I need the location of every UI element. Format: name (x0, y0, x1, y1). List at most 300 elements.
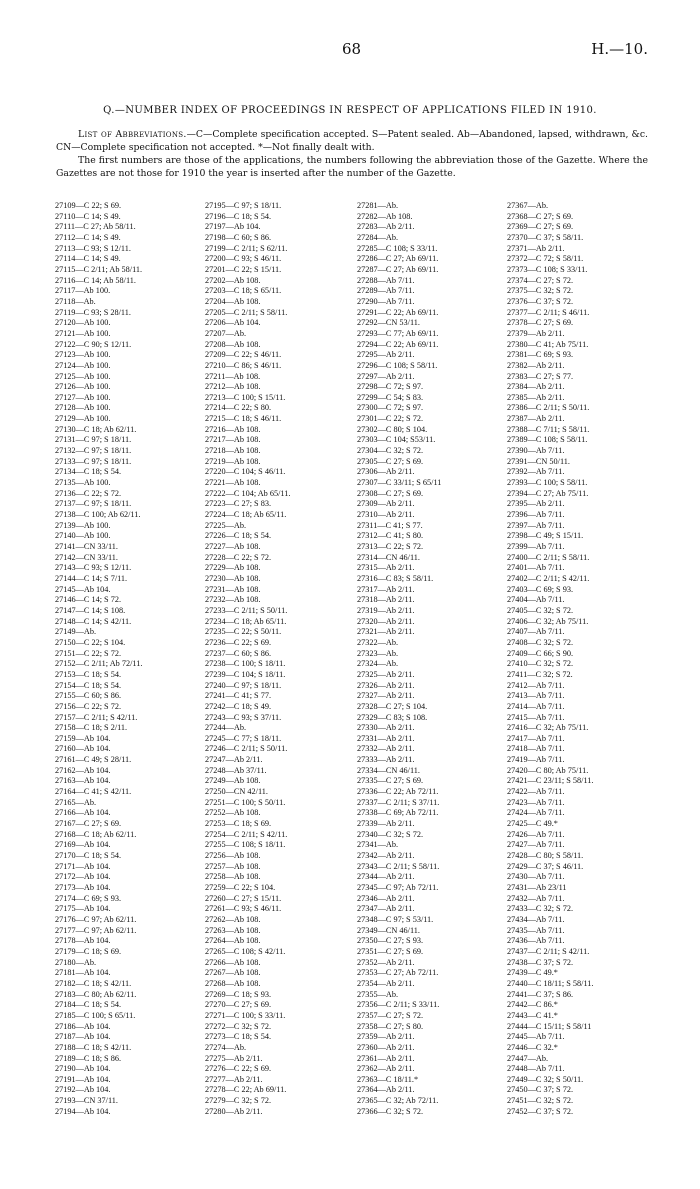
index-entry: 27225—Ab. (205, 520, 247, 530)
index-entry: 27216—Ab 108. (205, 424, 261, 434)
index-entry: 27245—C 77; S 18/11. (205, 733, 282, 743)
index-entry: 27231—Ab 108. (205, 584, 261, 594)
index-entry: 27242—C 18; S 49. (205, 701, 272, 711)
index-entry: 27144—C 14; S 7/11. (55, 573, 128, 583)
index-entry: 27200—C 93; S 46/11. (205, 254, 282, 264)
index-entry: 27187—Ab 104. (55, 1032, 111, 1042)
index-entry: 27235—C 22; S 50/11. (205, 627, 282, 637)
index-entry: 27345—C 97; Ab 72/11. (357, 883, 439, 892)
index-entry: 27209—C 22; S 46/11. (205, 350, 282, 360)
index-entry: 27326—Ab 2/11. (357, 680, 415, 690)
index-entry: 27449—C 32; S 50/11. (507, 1074, 584, 1084)
index-entry: 27196—C 18; S 54. (205, 211, 272, 221)
index-entry: 27158—C 18; S 2/11. (55, 723, 128, 733)
index-entry: 27331—Ab 2/11. (357, 733, 415, 743)
index-entry: 27358—C 27; S 80. (357, 1021, 424, 1031)
index-entry: 27381—C 69; S 93. (507, 350, 574, 360)
index-entry: 27354—Ab 2/11. (357, 978, 415, 988)
index-entry: 27139—Ab 100. (55, 520, 111, 530)
index-entry: 27428—C 80; S 58/11. (507, 851, 584, 861)
index-entry: 27159—Ab 104. (55, 733, 111, 743)
index-entry: 27203—C 18; S 65/11. (205, 286, 282, 296)
index-entry: 27307—C 33/11; S 65/11 (357, 478, 442, 488)
index-entry: 27427—Ab 7/11. (507, 840, 565, 850)
index-entry: 27371—Ab 2/11. (507, 243, 565, 253)
index-entry: 27364—Ab 2/11. (357, 1085, 415, 1095)
index-entry: 27206—Ab 104. (205, 318, 261, 328)
index-entry: 27240—C 97; S 18/11. (205, 680, 282, 690)
index-entry: 27379—Ab 2/11. (507, 328, 565, 338)
index-entry: 27415—Ab 7/11. (507, 712, 565, 722)
index-entry: 27271—C 100; S 33/11. (205, 1010, 286, 1020)
index-entry: 27337—C 2/11; S 37/11. (357, 797, 440, 807)
index-entry: 27120—Ab 100. (55, 318, 111, 328)
index-entry: 27119—C 93; S 28/11. (55, 307, 131, 317)
index-entry: 27113—C 93; S 12/11. (55, 243, 131, 253)
index-entry: 27366—C 32; S 72. (357, 1106, 424, 1116)
index-entry: 27412—Ab 7/11. (507, 680, 565, 690)
index-entry: 27249—Ab 108. (205, 776, 261, 786)
index-entry: 27186—Ab 104. (55, 1021, 111, 1031)
index-entry: 27377—C 2/11; S 46/11. (507, 307, 590, 317)
index-entry: 27282—Ab 108. (357, 211, 413, 221)
index-entry: 27344—Ab 2/11. (357, 872, 415, 882)
index-entry: 27191—Ab 104. (55, 1074, 111, 1084)
index-entry: 27306—Ab 2/11. (357, 467, 415, 477)
index-entry: 27241—C 41; S 77. (205, 691, 272, 701)
index-entry: 27431—Ab 23/11 (507, 883, 567, 892)
index-entry: 27399—Ab 7/11. (507, 542, 565, 551)
index-entry: 27351—C 27; S 69. (357, 946, 424, 956)
index-entry: 27436—Ab 7/11. (507, 936, 565, 946)
index-column-3 (357, 201, 509, 1117)
index-entry: 27426—Ab 7/11. (507, 829, 565, 839)
index-entry: 27133—C 97; S 18/11. (55, 456, 132, 466)
index-entry: 27224—C 18; Ab 65/11. (205, 510, 287, 520)
index-entry: 27281—Ab. (357, 201, 399, 210)
index-entry: 27142—CN 33/11. (55, 552, 118, 562)
index-entry: 27141—CN 33/11. (55, 542, 118, 551)
index-entry: 27312—C 41; S 80. (357, 531, 424, 541)
index-entry: 27360—Ab 2/11. (357, 1042, 415, 1052)
index-entry: 27298—C 72; S 97. (357, 382, 424, 392)
index-entry: 27130—C 18; Ab 62/11. (55, 424, 137, 434)
index-entry: 27376—C 37; S 72. (507, 296, 574, 306)
index-entry: 27310—Ab 2/11. (357, 510, 415, 520)
index-entry: 27168—C 18; Ab 62/11. (55, 829, 137, 839)
index-entry: 27110—C 14; S 49. (55, 211, 121, 221)
abbreviations-note: The first numbers are those of the applications, the numbers following the abbreviation those of the Gazette. Where the Gazettes are not those for 1910 the year is inserted after the number of the Gazette. (56, 155, 648, 179)
index-entry: 27184—C 18; S 54. (55, 1000, 122, 1010)
index-entry: 27207—Ab. (205, 328, 247, 338)
index-entry: 27279—C 32; S 72. (205, 1096, 272, 1106)
index-entry: 27445—Ab 7/11. (507, 1032, 565, 1042)
index-entry: 27123—Ab 100. (55, 350, 111, 360)
index-entry: 27219—Ab 108. (205, 456, 261, 466)
index-entry: 27378—C 27; S 69. (507, 318, 574, 328)
index-entry: 27232—Ab 108. (205, 595, 261, 605)
index-entry: 27299—C 54; S 83. (357, 392, 424, 402)
index-entry: 27199—C 2/11; S 62/11. (205, 243, 288, 253)
index-entry: 27228—C 22; S 72. (205, 552, 272, 562)
index-entry: 27338—C 69; Ab 72/11. (357, 808, 439, 818)
index-entry: 27300—C 72; S 97. (357, 403, 424, 413)
index-entry: 27383—C 27; S 77. (507, 371, 574, 381)
index-entry: 27229—Ab 108. (205, 563, 261, 573)
index-entry: 27357—C 27; S 72. (357, 1010, 424, 1020)
index-entry: 27248—Ab 37/11. (205, 765, 267, 775)
index-entry: 27221—Ab 108. (205, 478, 261, 488)
index-entry: 27391—CN 50/11. (507, 456, 570, 466)
index-entry: 27397—Ab 7/11. (507, 520, 565, 530)
index-entry: 27295—Ab 2/11. (357, 350, 415, 360)
index-entry: 27422—Ab 7/11. (507, 787, 565, 797)
index-entry: 27251—C 100; S 50/11. (205, 797, 286, 807)
index-entry: 27373—C 108; S 33/11. (507, 264, 588, 274)
index-entry: 27409—C 66; S 90. (507, 648, 574, 658)
index-entry: 27146—C 14; S 72. (55, 595, 122, 605)
index-entry: 27333—Ab 2/11. (357, 755, 415, 765)
index-entry: 27392—Ab 7/11. (507, 467, 565, 477)
index-entry: 27440—C 18/11; S 58/11. (507, 978, 594, 988)
index-entry: 27327—Ab 2/11. (357, 691, 415, 701)
index-entry: 27408—C 32; S 72. (507, 637, 574, 647)
index-entry: 27444—C 15/11; S 58/11 (507, 1021, 592, 1031)
index-entry: 27374—C 27; S 72. (507, 275, 574, 285)
index-entry: 27343—C 2/11; S 58/11. (357, 861, 440, 871)
index-entry: 27210—C 86; S 46/11. (205, 360, 282, 370)
index-entry: 27385—Ab 2/11. (507, 392, 565, 402)
index-entry: 27294—C 22; Ab 69/11. (357, 339, 439, 349)
index-entry: 27218—Ab 108. (205, 446, 261, 456)
index-entry: 27349—CN 46/11. (357, 925, 420, 935)
index-entry: 27293—C 77; Ab 69/11. (357, 328, 439, 338)
index-entry: 27350—C 27; S 93. (357, 936, 424, 946)
index-entry: 27134—C 18; S 54. (55, 467, 122, 477)
index-entry: 27185—C 100; S 65/11. (55, 1010, 136, 1020)
index-entry: 27236—C 22; S 69. (205, 637, 272, 647)
abbreviations-block (56, 128, 648, 180)
index-entry: 27404—Ab 7/11. (507, 595, 565, 605)
index-entry: 27452—C 37; S 72. (507, 1106, 574, 1116)
index-entry: 27322—Ab. (357, 637, 399, 647)
index-entry: 27289—Ab 7/11. (357, 286, 415, 296)
index-entry: 27208—Ab 108. (205, 339, 261, 349)
index-entry: 27261—C 93; S 46/11. (205, 904, 282, 914)
index-entry: 27438—C 37; S 72. (507, 957, 574, 967)
index-entry: 27447—Ab. (507, 1053, 549, 1063)
index-entry: 27317—Ab 2/11. (357, 584, 415, 594)
index-entry: 27359—Ab 2/11. (357, 1032, 415, 1042)
index-entry: 27157—C 2/11; S 42/11. (55, 712, 138, 722)
index-entry: 27325—Ab 2/11. (357, 669, 415, 679)
index-entry: 27213—C 100; S 15/11. (205, 392, 286, 402)
index-entry: 27211—Ab 108. (205, 371, 261, 381)
index-entry: 27223—C 27; S 83. (205, 499, 272, 509)
index-entry: 27143—C 93; S 12/11. (55, 563, 132, 573)
index-entry: 27405—C 32; S 72. (507, 605, 574, 615)
index-entry: 27212—Ab 108. (205, 382, 261, 392)
index-entry: 27319—Ab 2/11. (357, 605, 415, 615)
index-entry: 27288—Ab 7/11. (357, 275, 415, 285)
index-entry: 27369—C 27; S 69. (507, 222, 574, 232)
index-entry: 27302—C 80; S 104. (357, 424, 428, 434)
index-entry: 27423—Ab 7/11. (507, 797, 565, 807)
index-entry: 27435—Ab 7/11. (507, 925, 565, 935)
index-entry: 27137—C 97; S 18/11. (55, 499, 132, 509)
index-entry: 27109—C 22; S 69. (55, 201, 122, 210)
index-entry: 27437—C 2/11; S 42/11. (507, 946, 590, 956)
index-entry: 27178—Ab 104. (55, 936, 111, 946)
index-entry: 27252—Ab 108. (205, 808, 261, 818)
index-entry: 27189—C 18; S 86. (55, 1053, 122, 1063)
index-entry: 27365—C 32; Ab 72/11. (357, 1096, 439, 1106)
index-column-2 (205, 201, 357, 1117)
index-entry: 27125—Ab 100. (55, 371, 111, 381)
index-entry: 27222—C 104; Ab 65/11. (205, 488, 291, 498)
index-entry: 27429—C 37; S 46/11. (507, 861, 584, 871)
index-entry: 27309—Ab 2/11. (357, 499, 415, 509)
index-entry: 27192—Ab 104. (55, 1085, 111, 1095)
index-entry: 27278—C 22; Ab 69/11. (205, 1085, 287, 1095)
index-entry: 27116—C 14; Ab 58/11. (55, 275, 136, 285)
index-entry: 27356—C 2/11; S 33/11. (357, 1000, 440, 1010)
index-entry: 27425—C 49.* (507, 819, 558, 829)
index-entry: 27230—Ab 108. (205, 573, 261, 583)
index-entry: 27122—C 90; S 12/11. (55, 339, 132, 349)
index-entry: 27117—Ab 100. (55, 286, 111, 296)
index-entry: 27361—Ab 2/11. (357, 1053, 415, 1063)
index-entry: 27160—Ab 104. (55, 744, 111, 754)
index-entry: 27131—C 97; S 18/11. (55, 435, 132, 445)
index-entry: 27291—C 22; Ab 69/11. (357, 307, 439, 317)
index-entry: 27194—Ab 104. (55, 1106, 111, 1116)
index-entry: 27173—Ab 104. (55, 883, 111, 892)
index-entry: 27257—Ab 108. (205, 861, 261, 871)
index-entry: 27111—C 27; Ab 58/11. (55, 222, 136, 232)
index-entry: 27348—C 97; S 53/11. (357, 914, 434, 924)
index-entry: 27286—C 27; Ab 69/11. (357, 254, 439, 264)
index-entry: 27277—Ab 2/11. (205, 1074, 263, 1084)
index-entry: 27339—Ab 2/11. (357, 819, 415, 829)
index-entry: 27450—C 37; S 72. (507, 1085, 574, 1095)
index-entry: 27181—Ab 104. (55, 968, 111, 978)
index-entry: 27237—C 60; S 86. (205, 648, 272, 658)
index-entry: 27262—Ab 108. (205, 914, 261, 924)
index-entry: 27247—Ab 2/11. (205, 755, 263, 765)
index-entry: 27258—Ab 108. (205, 872, 261, 882)
index-entry: 27259—C 22; S 104. (205, 883, 276, 892)
index-entry: 27394—C 27; Ab 75/11. (507, 488, 589, 498)
index-entry: 27395—Ab 2/11. (507, 499, 565, 509)
index-entry: 27341—Ab. (357, 840, 399, 850)
index-entry: 27135—Ab 100. (55, 478, 111, 488)
index-entry: 27275—Ab 2/11. (205, 1053, 263, 1063)
index-entry: 27112—C 14; S 49. (55, 232, 121, 242)
index-entry: 27342—Ab 2/11. (357, 851, 415, 861)
index-entry: 27149—Ab. (55, 627, 97, 637)
index-entry: 27268—Ab 108. (205, 978, 261, 988)
index-entry: 27182—C 18; S 42/11. (55, 978, 132, 988)
index-entry: 27318—Ab 2/11. (357, 595, 415, 605)
index-entry: 27260—C 27; S 15/11. (205, 893, 282, 903)
index-entry: 27384—Ab 2/11. (507, 382, 565, 392)
index-entry: 27164—C 41; S 42/11. (55, 787, 132, 797)
index-entry: 27267—Ab 108. (205, 968, 261, 978)
index-entry: 27239—C 104; S 18/11. (205, 669, 286, 679)
index-entry: 27226—C 18; S 54. (205, 531, 272, 541)
index-entry: 27171—Ab 104. (55, 861, 111, 871)
page-number: 68 (342, 40, 362, 58)
index-entry: 27167—C 27; S 69. (55, 819, 122, 829)
index-entry: 27243—C 93; S 37/11. (205, 712, 282, 722)
index-entry: 27179—C 18; S 69. (55, 946, 122, 956)
abbreviations-heading: List of Abbreviations. (78, 129, 187, 140)
index-entry: 27442—C 86.* (507, 1000, 558, 1010)
index-entry: 27233—C 2/11; S 50/11. (205, 605, 288, 615)
index-entry: 27270—C 27; S 69. (205, 1000, 272, 1010)
index-entry: 27132—C 97; S 18/11. (55, 446, 132, 456)
index-entry: 27402—C 2/11; S 42/11. (507, 573, 590, 583)
index-entry: 27420—C 80; Ab 75/11. (507, 765, 589, 775)
index-entry: 27114—C 14; S 49. (55, 254, 121, 264)
index-entry: 27128—Ab 100. (55, 403, 111, 413)
index-entry: 27274—Ab. (205, 1042, 247, 1052)
index-entry: 27169—Ab 104. (55, 840, 111, 850)
index-entry: 27180—Ab. (55, 957, 97, 967)
index-entry: 27121—Ab 100. (55, 328, 111, 338)
index-column-4 (507, 201, 659, 1117)
index-entry: 27401—Ab 7/11. (507, 563, 565, 573)
index-entry: 27382—Ab 2/11. (507, 360, 565, 370)
index-entry: 27439—C 49.* (507, 968, 558, 978)
index-entry: 27380—C 41; Ab 75/11. (507, 339, 589, 349)
index-entry: 27153—C 18; S 54. (55, 669, 122, 679)
index-entry: 27197—Ab 104. (205, 222, 261, 232)
index-entry: 27170—C 18; S 54. (55, 851, 122, 861)
index-entry: 27269—C 18; S 93. (205, 989, 272, 999)
index-entry: 27363—C 18/11.* (357, 1074, 419, 1084)
index-entry: 27396—Ab 7/11. (507, 510, 565, 520)
index-entry: 27297—Ab 2/11. (357, 371, 415, 381)
index-entry: 27451—C 32; S 72. (507, 1096, 574, 1106)
index-entry: 27362—Ab 2/11. (357, 1064, 415, 1074)
index-entry: 27352—Ab 2/11. (357, 957, 415, 967)
index-entry: 27421—C 23/11; S 58/11. (507, 776, 594, 786)
index-entry: 27285—C 108; S 33/11. (357, 243, 438, 253)
index-entry: 27147—C 14; S 108. (55, 605, 126, 615)
index-entry: 27227—Ab 108. (205, 542, 261, 551)
index-entry: 27161—C 49; S 28/11. (55, 755, 132, 765)
index-entry: 27443—C 41.* (507, 1010, 558, 1020)
index-entry: 27175—Ab 104. (55, 904, 111, 914)
index-entry: 27156—C 22; S 72. (55, 701, 122, 711)
index-entry: 27163—Ab 104. (55, 776, 111, 786)
abbreviations-text: —C—Complete specification accepted. S—Patent sealed. Ab—Abandoned, lapsed, withdrawn, &c. CN—Complete specification not accepted. *—Not finally dealt with. (56, 129, 648, 153)
index-entry: 27265—C 108; S 42/11. (205, 946, 286, 956)
index-entry: 27388—C 7/11; S 58/11. (507, 424, 590, 434)
index-entry: 27254—C 2/11; S 42/11. (205, 829, 288, 839)
index-entry: 27253—C 18; S 69. (205, 819, 272, 829)
index-entry: 27177—C 97; Ab 62/11. (55, 925, 137, 935)
index-entry: 27416—C 32; Ab 75/11. (507, 723, 589, 733)
index-entry: 27183—C 80; Ab 62/11. (55, 989, 137, 999)
index-entry: 27138—C 100; Ab 62/11. (55, 510, 141, 520)
index-entry: 27413—Ab 7/11. (507, 691, 565, 701)
index-entry: 27323—Ab. (357, 648, 399, 658)
index-entry: 27403—C 69; S 93. (507, 584, 574, 594)
index-entry: 27129—Ab 100. (55, 414, 111, 424)
index-entry: 27311—C 41; S 77. (357, 520, 423, 530)
index-entry: 27136—C 22; S 72. (55, 488, 122, 498)
index-entry: 27238—C 100; S 18/11. (205, 659, 286, 669)
index-entry: 27434—Ab 7/11. (507, 914, 565, 924)
index-entry: 27419—Ab 7/11. (507, 755, 565, 765)
index-entry: 27448—Ab 7/11. (507, 1064, 565, 1074)
index-entry: 27406—C 32; Ab 75/11. (507, 616, 589, 626)
index-entry: 27410—C 32; S 72. (507, 659, 574, 669)
index-entry: 27246—C 2/11; S 50/11. (205, 744, 288, 754)
index-entry: 27301—C 22; S 72. (357, 414, 424, 424)
index-entry: 27148—C 14; S 42/11. (55, 616, 132, 626)
index-entry: 27340—C 32; S 72. (357, 829, 424, 839)
index-entry: 27372—C 72; S 58/11. (507, 254, 584, 264)
index-entry: 27188—C 18; S 42/11. (55, 1042, 132, 1052)
index-entry: 27264—Ab 108. (205, 936, 261, 946)
index-entry: 27215—C 18; S 46/11. (205, 414, 282, 424)
index-entry: 27162—Ab 104. (55, 765, 111, 775)
index-entry: 27118—Ab. (55, 296, 96, 306)
index-entry: 27266—Ab 108. (205, 957, 261, 967)
index-entry: 27355—Ab. (357, 989, 399, 999)
index-entry: 27303—C 104; S53/11. (357, 435, 436, 445)
page-title: Q.—NUMBER INDEX OF PROCEEDINGS IN RESPECT OF APPLICATIONS FILED IN 1910. (103, 105, 597, 116)
index-entry: 27386—C 2/11; S 50/11. (507, 403, 590, 413)
index-entry: 27154—C 18; S 54. (55, 680, 122, 690)
index-entry: 27332—Ab 2/11. (357, 744, 415, 754)
index-entry: 27214—C 22; S 80. (205, 403, 272, 413)
index-entry: 27152—C 2/11; Ab 72/11. (55, 659, 143, 669)
index-entry: 27353—C 27; Ab 72/11. (357, 968, 439, 978)
index-entry: 27398—C 49; S 15/11. (507, 531, 584, 541)
index-entry: 27346—Ab 2/11. (357, 893, 415, 903)
index-entry: 27375—C 32; S 72. (507, 286, 574, 296)
index-entry: 27124—Ab 100. (55, 360, 111, 370)
index-entry: 27347—Ab 2/11. (357, 904, 415, 914)
index-entry: 27389—C 108; S 58/11. (507, 435, 588, 445)
index-entry: 27217—Ab 108. (205, 435, 261, 445)
index-entry: 27201—C 22; S 15/11. (205, 264, 282, 274)
document-reference: H.—10. (591, 40, 648, 58)
index-entry: 27255—C 108; S 18/11. (205, 840, 286, 850)
index-entry: 27283—Ab 2/11. (357, 222, 415, 232)
index-entry: 27432—Ab 7/11. (507, 893, 565, 903)
index-entry: 27370—C 37; S 58/11. (507, 232, 584, 242)
index-entry: 27424—Ab 7/11. (507, 808, 565, 818)
index-entry: 27304—C 32; S 72. (357, 446, 424, 456)
index-entry: 27441—C 37; S 86. (507, 989, 574, 999)
index-entry: 27308—C 27; S 69. (357, 488, 424, 498)
index-entry: 27418—Ab 7/11. (507, 744, 565, 754)
index-entry: 27151—C 22; S 72. (55, 648, 122, 658)
index-entry: 27305—C 27; S 69. (357, 456, 424, 466)
index-entry: 27284—Ab. (357, 232, 399, 242)
index-entry: 27234—C 18; Ab 65/11. (205, 616, 287, 626)
index-entry: 27165—Ab. (55, 797, 97, 807)
index-entry: 27198—C 60; S 86. (205, 232, 272, 242)
index-entry: 27407—Ab 7/11. (507, 627, 565, 637)
index-entry: 27328—C 27; S 104. (357, 701, 428, 711)
